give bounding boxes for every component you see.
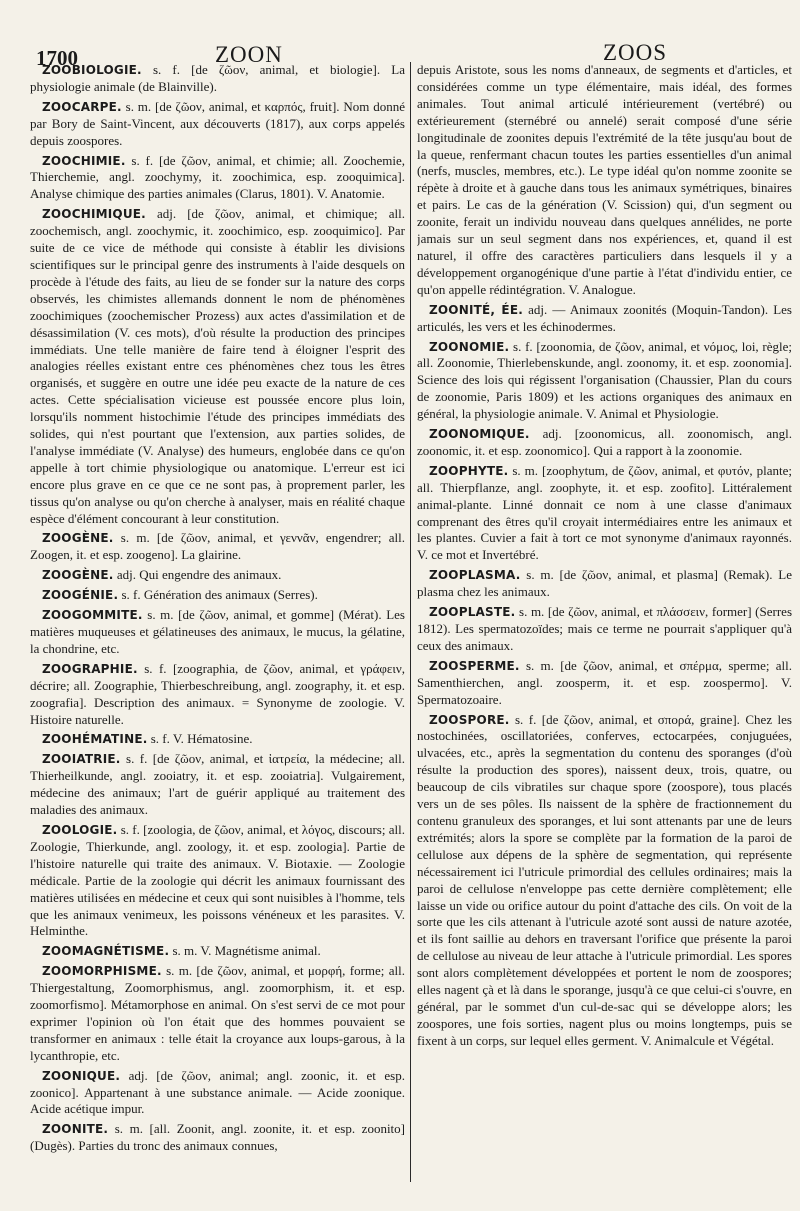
entry-text: adj. [zoonomicus, all. zoonomisch, angl. zoonomic, it. et esp. zoonomico]. Qui a rapport à la zoonomie. [417, 426, 792, 458]
dictionary-entry [30, 731, 405, 748]
entry-headword: ZOOLOGIE. [42, 822, 118, 837]
entry-text: s. m. [zoophytum, de ζῶον, animal, et φυτόν, plante; all. Thierpflanze, angl. zoophyte, it. et esp. zoofito]. Littéralement animal-plante. Linné donnait ce nom à une classe d'animaux comprenant des êtres qu'il croyait intermédiaires entre les animaux et les plantes. Cuvier a fait à tort ce mot synonyme d'animaux rayonnés. V. ce mot et Invertébré. [417, 462, 792, 563]
dictionary-entry [417, 339, 792, 424]
entry-headword: ZOOIATRIE. [42, 752, 121, 767]
dictionary-entry [30, 99, 405, 150]
entry-headword: ZOOCARPE. [42, 99, 122, 114]
entry-text: s. m. [de ζῶον, animal, et πλάσσειν, former] (Serres 1812). Les spermatozoïdes; mais ce terme ne pourrait s'appliquer qu'à ceux des animaux. [417, 604, 792, 653]
dictionary-entry [30, 661, 405, 729]
dictionary-entry [30, 530, 405, 564]
entry-text: adj. [de ζῶον, animal; angl. zoonic, it. et esp. zoonico]. Appartenant à une substance animale. — Acide zoonique. Acide acétique impur. [30, 1067, 405, 1117]
entry-text: s. m. [de ζῶον, animal, et μορφή, forme; all. Thiergestaltung, Zoomorphismus, angl. zoomorphism, it. et esp. zoomorfismo]. Métamorphose en animal. On s'est servi de ce mot pour exprimer l'opinion où l'on était que des hommes pouvaient se transformer en animaux : telle était la croyance aux loups-garous, à la lycanthropie, etc. [30, 963, 405, 1063]
entry-text: s. f. [zoographia, de ζῶον, animal, et γράφειν, décrire; all. Zoographie, Thierbeschreibung, angl. zoography, it. et esp. zoografia]. Description des animaux. = Synonyme de zoologie. V. Histoire naturelle. [30, 660, 405, 727]
entry-text: adj. Qui engendre des animaux. [113, 567, 282, 583]
entry-headword: ZOOSPERME. [429, 658, 520, 673]
entry-text: s. f. [de ζῶον, animal, et chimie; all. Zoochemie, Thierchemie, angl. zoochymy, it. zoochimica, esp. zooquimica]. Analyse chimique des parties animales (Clarus, 1801). V. Anatomie. [30, 152, 405, 202]
entry-text: s. m. [all. Zoonit, angl. zoonite, it. et esp. zoonito] (Dugès). Parties du tronc des animaux connues, [30, 1121, 405, 1154]
entry-text: s. f. Génération des animaux (Serres). [118, 587, 318, 603]
dictionary-entry [30, 1121, 405, 1155]
entry-headword: ZOOGRAPHIE. [42, 661, 138, 676]
entry-headword: ZOOGÉNIE. [42, 588, 119, 603]
entry-text: adj. [de ζῶον, animal, et chimique; all. zoochemisch, angl. zoochymic, it. zoochimico, esp. zooquimico]. Par suite de ce vice de méthode qui consiste à établir les divisions scientifiques sur le principal genre des instruments à l'aide desquels on procède à l'étude des faits, au lieu de se fonder sur la nature des corps observés, les chimistes allemands donnent le nom de phénomènes zoochimiques (zoochemischer Prozess) aux actes d'assimilation et de désassimilation (V. ces mots), d'où résulte la production des principes immédiats. Une telle manière de faire tend à éloigner l'esprit des analogies réelles existant entre ces phénomènes chez tous les êtres organisés, et suggère en outre une idée peu exacte de la nature de ces actes. Cette spécialisation vicieuse est poussée encore plus loin, lorsqu'ils nomment histochimie l'étude des principes immédiats des solides, qui n'est pourtant que l'extension, aux parties solides, de l'analyse immédiate (V. Analyse) des humeurs, englobée dans ce qu'on appelle à tort chimie physiologique ou anatomique. L'erreur est ici encore plus grave en ce que ce ne sont pas, à proprement parler, les tissus qu'on analyse ou qu'on cherche à analyser, mais en réalité chaque espèce d'élément concourant à leur constitution. [30, 206, 405, 526]
entry-headword: ZOOCHIMIQUE. [42, 207, 146, 222]
entry-text: s. m. [de ζῶον, animal, et gomme] (Mérat). Les matières muqueuses et gélatineuses des animaux, le mucus, la gélatine, la chondrine, etc. [30, 607, 405, 656]
dictionary-entry [417, 62, 792, 299]
column-divider [410, 62, 411, 1182]
entry-headword: ZOONITÉ, ÉE. [429, 302, 523, 317]
dictionary-entry [30, 587, 405, 604]
entry-text: adj. — Animaux zoonités (Moquin-Tandon). Les articulés, les vers et les échinodermes. [417, 301, 792, 334]
entry-headword: ZOOSPORE. [429, 712, 510, 727]
dictionary-entry [417, 658, 792, 709]
dictionary-entry [417, 604, 792, 655]
entry-headword: ZOONITE. [42, 1122, 109, 1137]
dictionary-entry [30, 822, 405, 940]
dictionary-entry [30, 62, 405, 96]
entry-headword: ZOONIQUE. [42, 1068, 121, 1083]
entry-text: depuis Aristote, sous les noms d'anneaux, de segments et d'articles, et considérées comme un type élémentaire, mais idéal, des formes animales. Tout animal articulé intérieurement (vertébré) ou extérieurement (sternébré ou annelé) serait composé d'une série longitudinale de zoonites depuis l'extrémité de la tête jusqu'au bout de la queue, renfermant chacun toutes les parties essentielles d'un animal (nerfs, muscles, membres, etc.). Le type idéal qu'on nomme zoonite se répète à droite et à gauche dans tous les animaux symétriques, binaires et pairs. Le cas de la génération (V. Scission) qui, d'un segment ou zoonite, ferait un individu nouveau dans quelques annélides, ne porte jamais sur un seul segment dans nos expériences, et, quand il est naturel, il offre des caractères particuliers dans lesquels il y a développement organogénique d'une partie à l'état d'individu entier, ce qu'on appelle rédintégration. V. Analogue. [417, 62, 792, 297]
entry-text: s. f. V. Hématosine. [147, 731, 253, 747]
right-column [417, 62, 792, 1187]
entry-headword: ZOOGOMMITE. [42, 608, 143, 623]
page-number: 1700 [36, 46, 78, 70]
entry-text: s. f. [de ζῶον, animal, et ἰατρεία, la médecine; all. Thierheilkunde, angl. zooiatry, it. et esp. zooiatria]. Vulgairement, médecine des animaux; l'art de guérir appliqué au traitement des maladies des animaux. [30, 751, 405, 818]
entry-headword: ZOOHÉMATINE. [42, 732, 148, 747]
dictionary-entry [30, 567, 405, 584]
dictionary-entry [30, 206, 405, 527]
entry-headword: ZOOPHYTE. [429, 463, 509, 478]
dictionary-entry [30, 963, 405, 1064]
entry-text: s. f. [zoonomia, de ζῶον, animal, et νόμος, loi, règle; all. Zoonomie, Thierlebenskunde, angl. zoonomy, it. et esp. zoonomia]. Science des lois qui régissent l'organisation (Chaussier, Plan du cours de zoonomie, Paris 1809) et les actions organiques des animaux en général, la physiologie animale. V. Animal et Physiologie. [417, 338, 792, 422]
dictionary-entry [417, 463, 792, 564]
dictionary-entry [30, 153, 405, 204]
entry-text: s. f. [de ζῶον, animal, et σπορά, graine]. Chez les nostochinées, oscillatoriées, conferves, ectocarpées, conjuguées, ulvacées, etc., après la segmentation du contenu des sporanges (d'où résulte la production des spores), naissent deux, trois, quatre, ou beaucoup de cils vibratiles sur chaque spore (zoospore), tous placés vers un de ses pôles. Ils naissent de la sphère de fractionnement du contenu granuleux des sporanges, et lui sont attenants par une de leurs extrémités; alors la spore se complète par la formation de la paroi de cellulose aux dépens de la sphère de segmentation, qui représente nécessairement ici l'utricule primordial des cellules ordinaires; mais la paroi de cellulose n'enveloppe pas cette dernière complètement; elle laisse un vide ou orifice autour du point d'attache des cils. On voit de la sorte que les cils attenant à l'utricule azoté sont aussi de nature azotée, et ils font saillie au dehors en traversant l'orifice que présente la paroi de cellulose au niveau de leur attache à l'utricule primordial. Les spores sont alors complètement développées et portent le nom de zoospores; elles nagent çà et là dans le sporange, jusqu'à ce que celui-ci s'ouvre, en général, par le sommet d'un cul-de-sac qui se développe alors; les zoospores, une fois sorties, nagent plus ou moins longtemps, puis se fixent à un corps, sur lequel elles germent. V. Animalcule et Végétal. [417, 711, 792, 1048]
entry-text: s. m. V. Magnétisme animal. [169, 943, 321, 959]
dictionary-entry [30, 943, 405, 960]
entry-headword: ZOOBIOLOGIE. [42, 63, 142, 77]
entry-text: s. m. [de ζῶον, animal, et plasma] (Remak). Le plasma chez les animaux. [417, 567, 792, 600]
entry-headword: ZOONOMIE. [429, 339, 510, 354]
dictionary-entry [30, 751, 405, 819]
left-column [30, 62, 405, 1187]
dictionary-entry [417, 712, 792, 1050]
entry-headword: ZOOMORPHISME. [42, 964, 162, 979]
running-head-left: ZOON [215, 42, 283, 67]
entry-headword: ZOOCHIMIE. [42, 153, 126, 168]
entry-text: s. m. [de ζῶον, animal, et γεννᾶν, engendrer; all. Zoogen, it. et esp. zoogeno]. La glairine. [30, 530, 405, 563]
dictionary-entry [30, 1068, 405, 1119]
entry-text: s. f. [de ζῶον, animal, et biologie]. La physiologie animale (de Blainville). [30, 62, 405, 94]
entry-headword: ZOOGÈNE. [42, 568, 114, 583]
entry-headword: ZOOMAGNÉTISME. [42, 944, 170, 959]
entry-headword: ZOONOMIQUE. [429, 427, 530, 442]
entry-text: s. m. [de ζῶον, animal, et σπέρμα, sperme; all. Samenthierchen, angl. zoosperm, it. et esp. zoospermo]. V. Spermatozoaire. [417, 657, 792, 707]
entry-headword: ZOOGÈNE. [42, 531, 114, 546]
text-columns [30, 62, 792, 1192]
entry-text: s. f. [zoologia, de ζῶον, animal, et λόγος, discours; all. Zoologie, Thierkunde, angl. zoology, it. et esp. zoologia]. Partie de l'histoire naturelle qui traite des animaux. V. Biotaxie. — Zoologie médicale. Partie de la zoologie qui décrit les animaux fournissant des matières utilisées en médecine et ceux qui sont nuisibles à l'homme, tels que les animaux venimeux, les poissons vénéneux et les parasites. V. Helminthe. [30, 821, 405, 939]
dictionary-entry [417, 426, 792, 460]
dictionary-entry [417, 302, 792, 336]
dictionary-entry [30, 607, 405, 658]
entry-headword: ZOOPLASMA. [429, 568, 521, 583]
dictionary-entry [417, 567, 792, 601]
entry-text: s. m. [de ζῶον, animal, et καρπός, fruit]. Nom donné par Bory de Saint-Vincent, aux découverts (1817), aux corps appelés depuis zoospores. [30, 98, 405, 148]
running-head-right: ZOOS [603, 40, 668, 65]
entry-headword: ZOOPLASTE. [429, 605, 516, 620]
